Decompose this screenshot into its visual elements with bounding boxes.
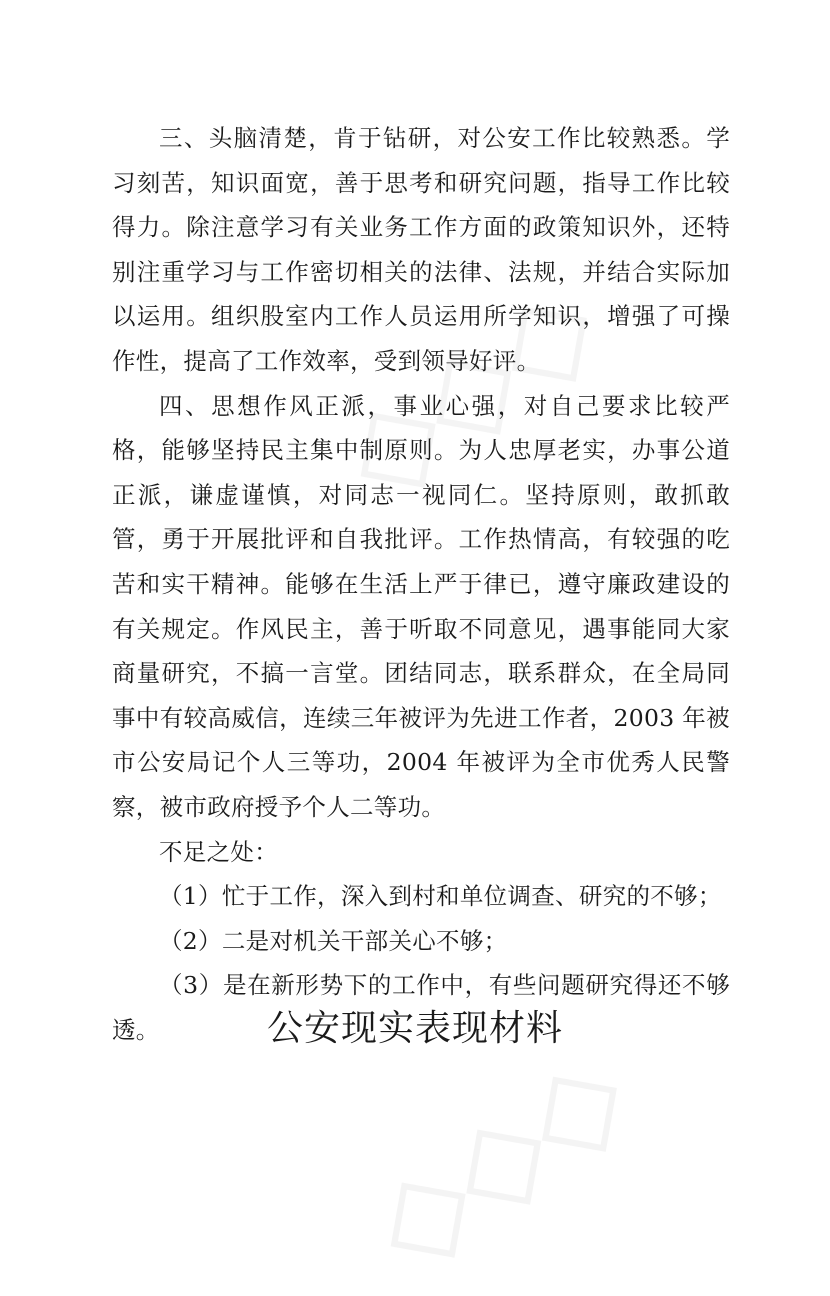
paragraph-four: 四、思想作风正派，事业心强，对自己要求比较严格，能够坚持民主集中制原则。为人忠厚老实，办事公道正派，谦虚谨慎，对同志一视同仁。坚持原则，敢抓敢管，勇于开展批评和自我批评。工作热情高，有较强的吃苦和实干精神。能够在生活上严于律已，遵守廉政建设的有关规定。作风民主，善于听取不同意见，遇事能同大家商量研究，不搞一言堂。团结同志，联系群众，在全局同事中有较高威信，连续三年被评为先进工作者，2003 年被市公安局记个人三等功，2004 年被评为全市优秀人民警察，被市政府授予个人二等功。 bbox=[112, 391, 730, 821]
watermark bbox=[345, 1023, 652, 1296]
shortcoming-item: （3）是在新形势下的工作中，有些问题研究得还不够透。 bbox=[112, 971, 730, 1044]
paragraph-three: 三、头脑清楚，肯于钻研，对公安工作比较熟悉。学习刻苦，知识面宽，善于思考和研究问题，指导工作比较得力。除注意学习有关业务工作方面的政策知识外，还特别注重学习与工作密切相关的法律、法规，并结合实际加以运用。组织股室内工作人员运用所学知识，增强了可操作性，提高了工作效率，受到领导好评。 bbox=[112, 124, 730, 375]
document-title: 公安现实表现材料 bbox=[266, 1008, 563, 1049]
document-body bbox=[112, 116, 730, 1052]
shortcoming-item: （2）二是对机关干部关心不够； bbox=[159, 926, 508, 955]
shortcomings-heading: 不足之处： bbox=[159, 837, 278, 866]
shortcoming-item: （1）忙于工作，深入到村和单位调查、研究的不够； bbox=[159, 882, 722, 911]
